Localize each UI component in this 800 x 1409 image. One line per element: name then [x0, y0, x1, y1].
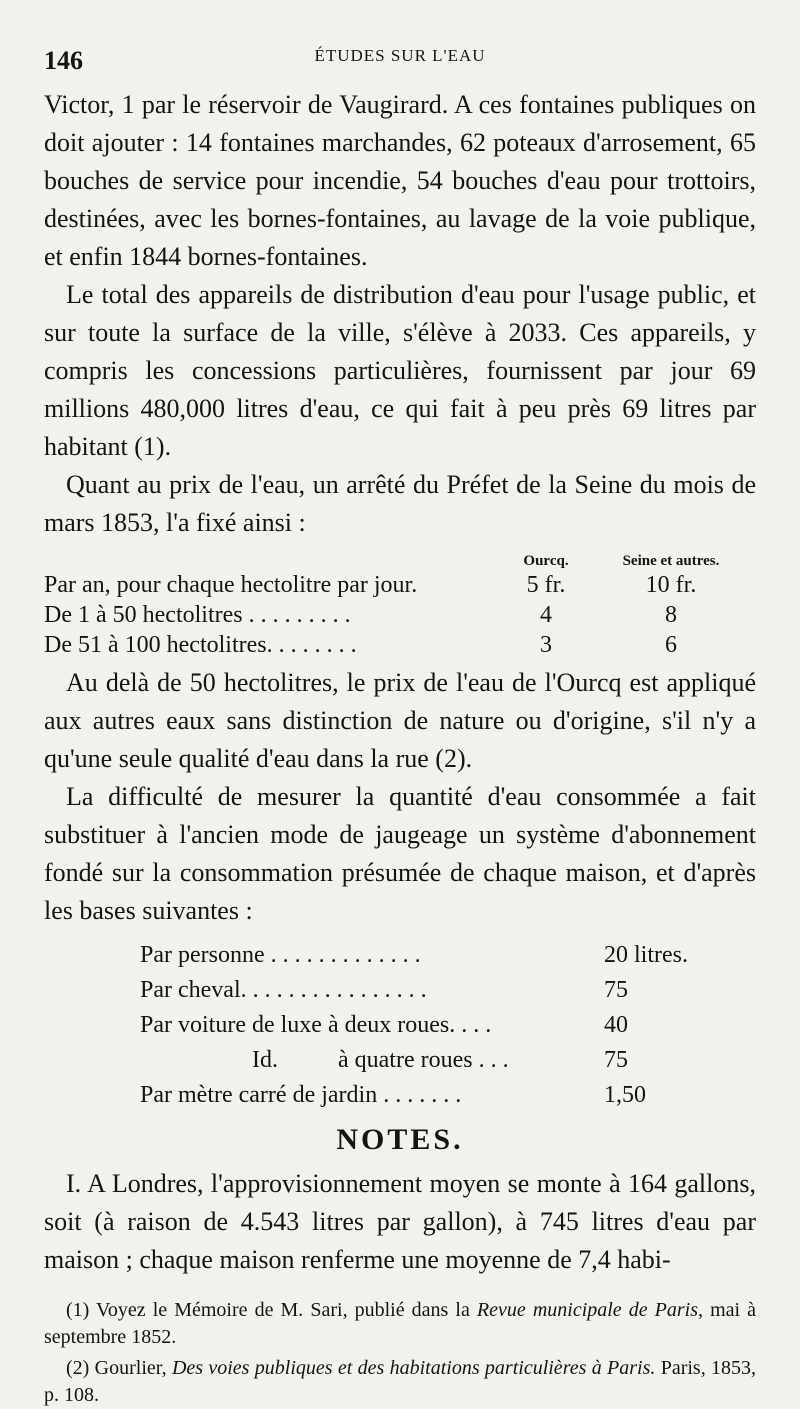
footnote-text: Gourlier, [94, 1357, 167, 1379]
tariff-row-seine: 6 [665, 632, 677, 658]
tariff-table [44, 548, 756, 660]
base-label: Id. à quatre roues . . . [252, 1047, 509, 1073]
paragraph-price-decree: Quant au prix de l'eau, un arrêté du Préfet de la Seine du mois de mars 1853, l'a fixé ainsi : [44, 470, 756, 537]
base-value: 20 litres. [604, 942, 688, 968]
base-row [140, 1008, 700, 1043]
footnote-after: Paris, 1853, p. 108. [44, 1357, 757, 1406]
paragraph-subscription-system: La difficulté de mesurer la quantité d'eau consommée a fait substituer à l'ancien mode de jaugeage un système d'abonnement fondé sur la consommation présumée de chaque maison, et d'après les bases suivantes : [44, 782, 756, 925]
tariff-row [44, 570, 756, 600]
note-london: I. A Londres, l'approvisionnement moyen se monte à 164 gallons, soit (à raison de 4.543 litres par gallon), à 745 litres d'eau par maison ; chaque maison renferme une moyenne de 7,4 habi- [44, 1169, 756, 1274]
tariff-header-row [44, 548, 756, 570]
running-title: ÉTUDES SUR L'EAU [314, 46, 486, 65]
page-header [44, 42, 756, 86]
base-value: 75 [604, 977, 628, 1003]
tariff-header-seine: Seine et autres. [622, 553, 720, 569]
tariff-row [44, 600, 756, 630]
tariff-header-ourcq: Ourcq. [523, 553, 569, 569]
paragraph-total-appliances: Le total des appareils de distribution d'eau pour l'usage public, et sur toute la surface de la ville, s'élève à 2033. Ces appareils, y compris les concessions particulières, fournissent par jour 69 millions 480,000 litres d'eau, ce qui fait à peu près 69 litres par habitant (1). [44, 280, 756, 461]
paragraph-fountains: Victor, 1 par le réservoir de Vaugirard. A ces fontaines publiques on doit ajouter : 14 fontaines marchandes, 62 poteaux d'arrosement, 65 bouches de service pour incendie, 54 bouches d'eau pour trottoirs, destinées, avec les bornes-fontaines, au lavage de la voie publique, et enfin 1844 bornes-fontaines. [44, 90, 756, 271]
base-label: Par voiture de luxe à deux roues. . . . [140, 1012, 492, 1038]
footnote-2 [44, 1355, 756, 1409]
footnote-number: (1) [66, 1299, 90, 1321]
tariff-row-seine: 10 fr. [645, 572, 697, 598]
footnote-italic-title: Des voies publiques et des habitations particulières à Paris. [171, 1357, 656, 1379]
footnote-1 [44, 1297, 756, 1351]
base-row [140, 1078, 700, 1113]
base-value: 40 [604, 1012, 628, 1038]
footnote-number: (2) [66, 1357, 90, 1379]
footnotes [44, 1297, 756, 1409]
tariff-row-label: De 51 à 100 hectolitres. . . . . . . . [44, 632, 357, 658]
base-value: 1,50 [604, 1082, 646, 1108]
tariff-row-ourcq: 4 [540, 602, 552, 628]
paragraph-beyond-50: Au delà de 50 hectolitres, le prix de l'eau de l'Ourcq est appliqué aux autres eaux sans distinction de nature ou d'origine, s'il n'y a qu'une seule qualité d'eau dans la rue (2). [44, 668, 756, 773]
base-row [140, 973, 700, 1008]
subscription-bases-list [140, 938, 700, 1113]
base-label: Par personne . . . . . . . . . . . . . [140, 942, 421, 968]
base-label: Par mètre carré de jardin . . . . . . . [140, 1082, 462, 1108]
tariff-row [44, 630, 756, 660]
tariff-row-ourcq: 3 [540, 632, 552, 658]
tariff-row-label: Par an, pour chaque hectolitre par jour. [44, 572, 418, 598]
footnote-italic-title: Revue municipale de Paris, [476, 1299, 704, 1321]
page-number: 146 [44, 46, 83, 75]
footnote-after: mai à septembre 1852. [44, 1299, 757, 1348]
notes-heading: NOTES. [336, 1123, 464, 1156]
tariff-row-ourcq: 5 fr. [526, 572, 566, 598]
footnote-text: Voyez le Mémoire de M. Sari, publié dans la [96, 1299, 470, 1321]
base-row [140, 938, 700, 973]
base-row [140, 1043, 700, 1078]
base-value: 75 [604, 1047, 628, 1073]
tariff-row-seine: 8 [665, 602, 677, 628]
base-label: Par cheval. . . . . . . . . . . . . . . . [140, 977, 427, 1003]
tariff-row-label: De 1 à 50 hectolitres . . . . . . . . . [44, 602, 351, 628]
